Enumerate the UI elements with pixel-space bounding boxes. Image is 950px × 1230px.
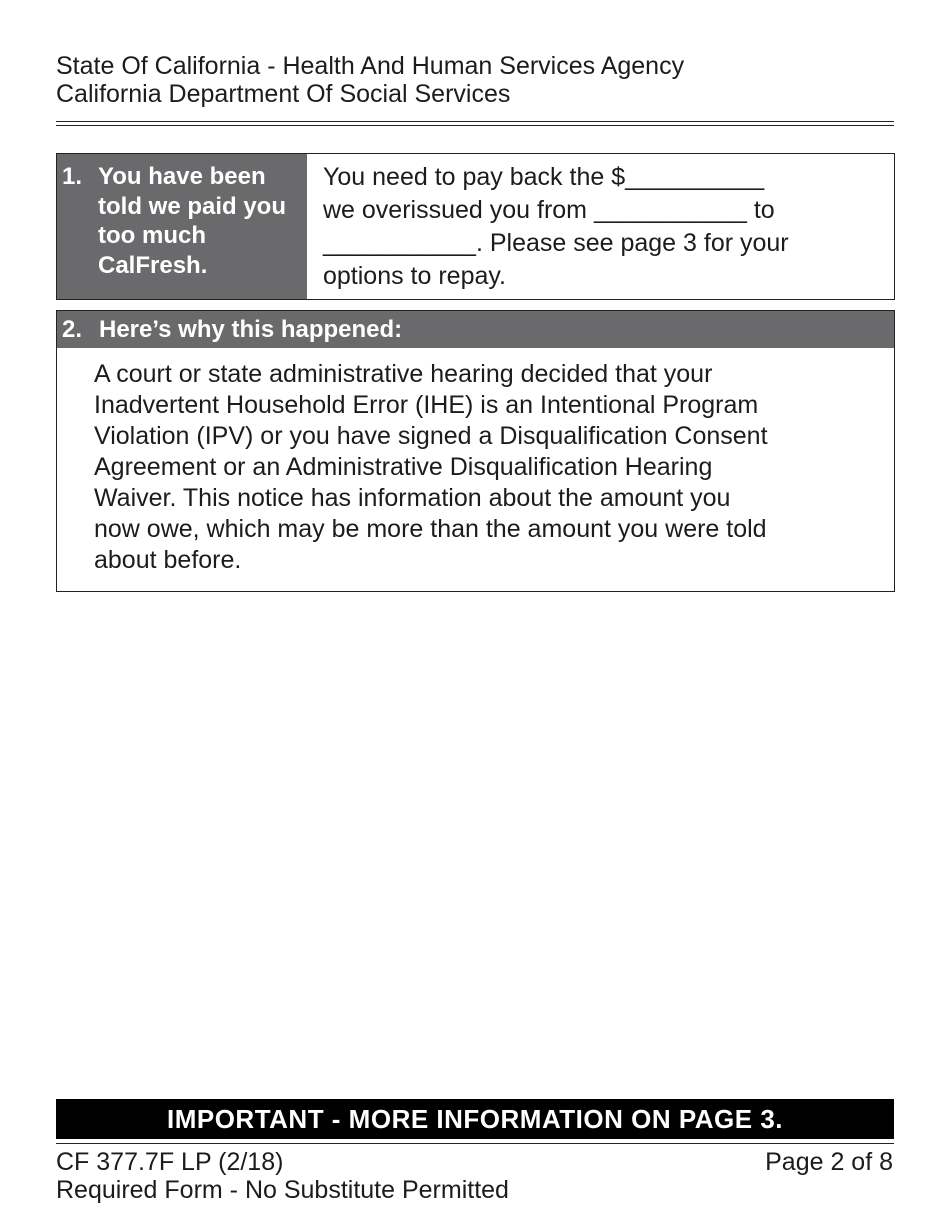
section-2-body: A court or state administrative hearing decided that your Inadvertent Household Error (IHE) is an Intentional Program Violation (IPV) or you have signed a Disqualification Consent Agreement or an Administrative Disqualification Hearing Waiver. This notice has information about the amount you now owe, which may be more than the amount you were told about before. bbox=[94, 360, 768, 574]
header-divider bbox=[56, 121, 894, 126]
section-2-number: 2. bbox=[62, 316, 83, 343]
section-2-title: Here’s why this happened: bbox=[99, 316, 403, 343]
required-form-note: Required Form - No Substitute Permitted bbox=[56, 1176, 509, 1204]
footer-divider bbox=[56, 1143, 894, 1144]
section-overpayment bbox=[56, 153, 895, 300]
section-1-label bbox=[57, 154, 307, 299]
important-banner: IMPORTANT - MORE INFORMATION ON PAGE 3. bbox=[56, 1099, 894, 1139]
section-1-title: You have been told we paid you too much CalFresh. bbox=[98, 163, 287, 279]
section-2-header bbox=[57, 311, 894, 348]
form-info bbox=[56, 1148, 509, 1204]
department-name: California Department Of Social Services bbox=[56, 80, 511, 108]
section-1-number: 1. bbox=[62, 163, 83, 190]
form-number: CF 377.7F LP (2/18) bbox=[56, 1148, 284, 1176]
agency-name: State Of California - Health And Human Services Agency bbox=[56, 52, 685, 80]
page-number: Page 2 of 8 bbox=[765, 1148, 893, 1176]
section-1-text: You need to pay back the $__________ we overissued you from ___________ to ___________. Please see page 3 for your options to repay. bbox=[323, 163, 789, 290]
section-reason bbox=[56, 310, 895, 592]
agency-header bbox=[56, 52, 684, 108]
